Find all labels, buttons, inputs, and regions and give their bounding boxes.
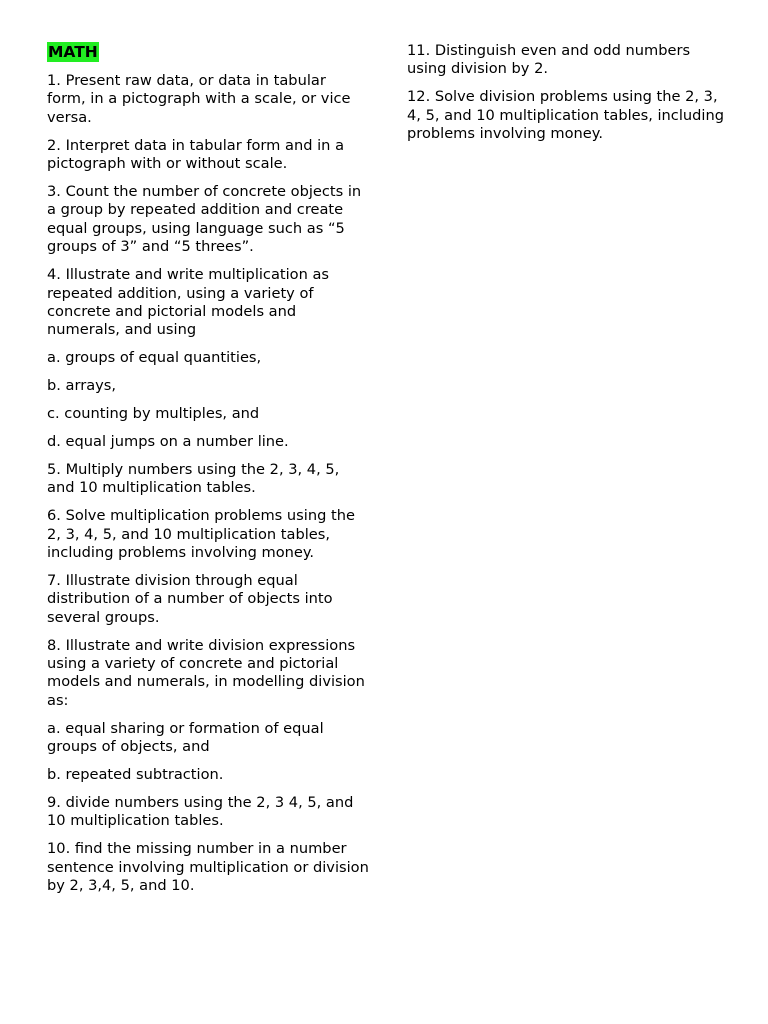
objective-item: 1. Present raw data, or data in tabular form, in a pictograph with a scale, or vice versa.: [47, 72, 351, 126]
objective-item: c. counting by multiples, and: [47, 405, 260, 423]
objective-item: 12. Solve division problems using the 2, 3, 4, 5, and 10 multiplication tables, including problems involving money.: [407, 88, 724, 143]
objective-item: a. equal sharing or formation of equal groups of objects, and: [47, 719, 324, 756]
objective-item: 11. Distinguish even and odd numbers using division by 2.: [407, 42, 691, 78]
objective-item: d. equal jumps on a number line.: [47, 433, 289, 450]
objective-item: a. groups of equal quantities,: [47, 349, 262, 367]
math-heading: MATH: [48, 43, 98, 61]
objective-item: b. repeated subtraction.: [47, 766, 224, 784]
objective-item: b. arrays,: [47, 377, 117, 395]
right-column: [407, 42, 725, 153]
objective-item: 8. Illustrate and write division expressions using a variety of concrete and pictorial models and numerals, in modelling division as:: [47, 636, 365, 709]
objective-item: 7. Illustrate division through equal distribution of a number of objects into several groups.: [47, 571, 333, 626]
left-column-list: [47, 72, 369, 896]
left-column: [47, 42, 369, 905]
objective-item: 2. Interpret data in tabular form and in a pictograph with or without scale.: [47, 136, 345, 173]
objective-item: 3. Count the number of concrete objects in a group by repeated addition and create equal groups, using language such as “5 groups of 3” and “5 threes”.: [47, 183, 362, 256]
right-column-list: [407, 42, 725, 144]
objective-item: 4. Illustrate and write multiplication as repeated addition, using a variety of concrete and pictorial models and numerals, and using: [47, 266, 330, 339]
objective-item: 6. Solve multiplication problems using the 2, 3, 4, 5, and 10 multiplication tables, including problems involving money.: [47, 507, 355, 562]
objective-item: 10. find the missing number in a number sentence involving multiplication or division by 2, 3,4, 5, and 10.: [47, 840, 369, 895]
objective-item: 9. divide numbers using the 2, 3 4, 5, and 10 multiplication tables.: [47, 794, 354, 830]
objective-item: 5. Multiply numbers using the 2, 3, 4, 5, and 10 multiplication tables.: [47, 460, 340, 497]
